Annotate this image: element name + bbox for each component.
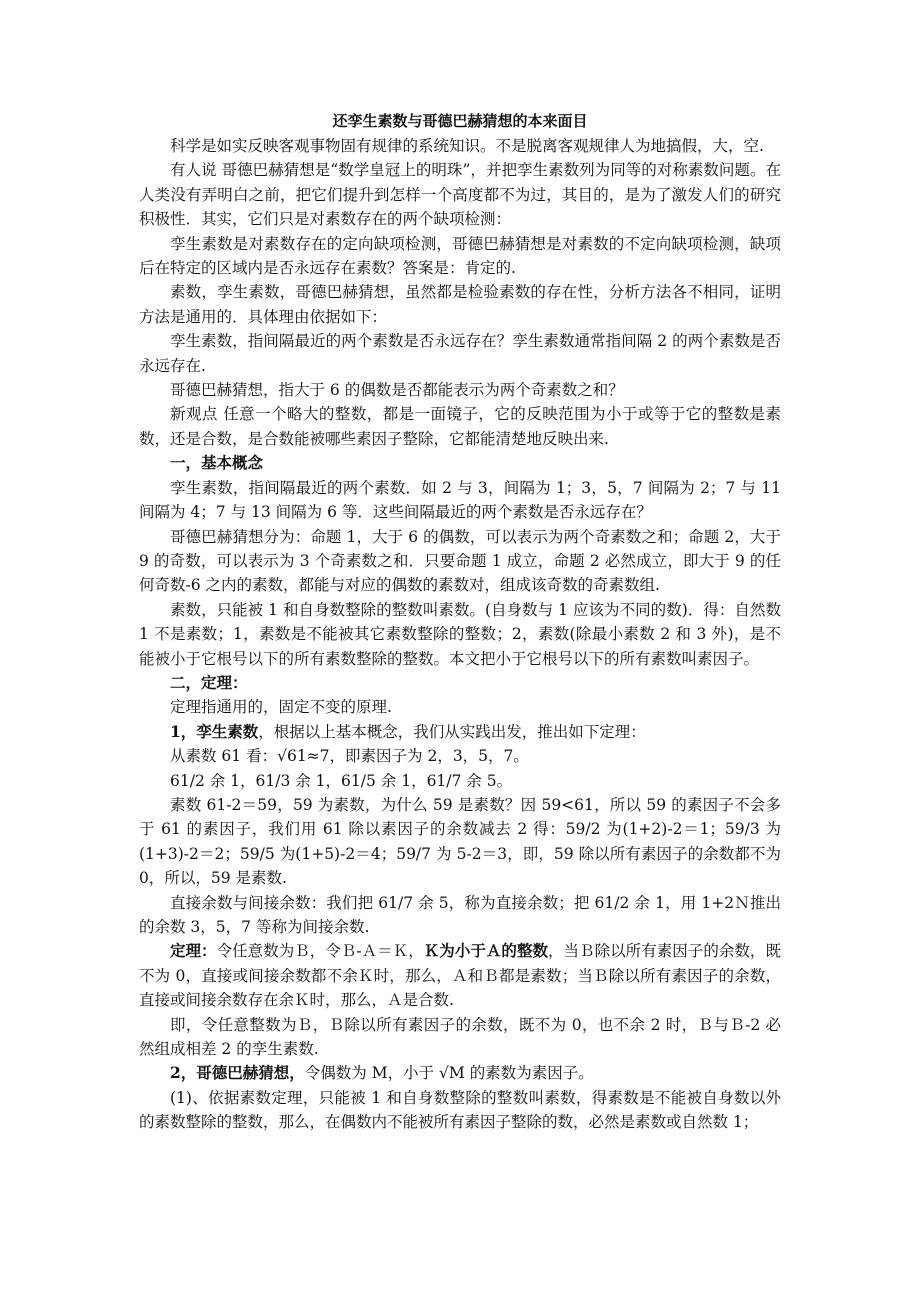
paragraph-intro: 有人说 哥德巴赫猜想是“数学皇冠上的明珠”，并把孪生素数列为同等的对称素数问题。在人类没有弄明白之前，把它们提升到怎样一个高度都不为过，其目的，是为了激发人们的研究积极性．其实，它们只是对素数存在的两个缺项检测： (139, 161, 781, 229)
twin-prime-label: 1，孪生素数 (170, 721, 259, 741)
paragraph-goldbach-intro (139, 1061, 781, 1085)
document-page (139, 110, 781, 1135)
theorem-text-a: 令任意数为Ｂ，令Ｂ-Ａ＝Ｋ， (216, 942, 424, 961)
paragraph-direct-indirect-remainder: 直接余数与间接余数：我们把 61/7 余 5，称为直接余数；把 61/2 余 1，用 1+2Ｎ推出的余数 3，5，7 等称为间接余数. (139, 893, 781, 936)
paragraph-theorem-meaning: 定理指通用的，固定不变的原理. (170, 698, 392, 717)
document-title: 还孪生素数与哥德巴赫猜想的本来面目 (332, 112, 588, 130)
paragraph-prime-61: 从素数 61 看：√61≈7，即素因子为 2，3，5，7。 (170, 747, 529, 766)
section-heading-basic-concepts: 一，基本概念 (170, 453, 264, 473)
paragraph-answer: 孪生素数是对素数存在的定向缺项检测，哥德巴赫猜想是对素数的不定向缺项检测，缺项后在特定的区域内是否永远存在素数？答案是：肯定的. (139, 234, 781, 278)
theorem-text-c: ，当Ｂ除以所有素因子的余数，既不为 0，直接或间接余数都不余Ｋ时，那么，Ａ和Ｂ都是素数；当Ｂ除以所有素因子的余数，直接或间接余数存在余Ｋ时，那么，Ａ是合数. (139, 942, 781, 1010)
paragraph-theorem-statement (139, 939, 781, 1012)
paragraph-twin-prime-conclusion: 即，令任意整数为Ｂ，Ｂ除以所有素因子的余数，既不为 0，也不余 2 时，Ｂ与Ｂ-2 必然组成相差 2 的孪生素数. (139, 1015, 781, 1059)
section-heading-theorem: 二，定理： (170, 672, 248, 692)
twin-prime-intro-text: ，根据以上基本概念，我们从实践出发，推出如下定理： (258, 722, 646, 741)
paragraph-remainders-61: 61/2 余 1，61/3 余 1，61/5 余 1，61/7 余 5。 (170, 771, 513, 790)
paragraph-goldbach-question: 哥德巴赫猜想，指大于 6 的偶数是否都能表示为两个奇素数之和？ (170, 381, 624, 400)
paragraph-science-definition: 科学是如实反映客观事物固有规律的系统知识。不是脱离客观规律人为地搞假，大，空. (170, 137, 764, 155)
theorem-k-condition: Ｋ为小于Ａ的整数 (423, 941, 549, 961)
paragraph-prime-theorem-point-1: (1)、依据素数定理，只能被 1 和自身数整除的整数叫素数，得素数是不能被自身数以外的素数整除的整数，那么，在偶数内不能被所有素因子整除的数，必然是素数或自然数 1； (139, 1088, 781, 1132)
paragraph-twin-prime-definition: 孪生素数，指间隔最近的两个素数．如 2 与 3，间隔为 1；3，5，7 间隔为 2；7 与 11 间隔为 4；7 与 13 间隔为 6 等．这些间隔最近的两个素数是否永远存在？ (139, 478, 781, 522)
paragraph-goldbach-propositions: 哥德巴赫猜想分为：命题 1，大于 6 的偶数，可以表示为两个奇素数之和；命题 2，大于 9 的奇数，可以表示为 3 个奇素数之和．只要命题 1 成立，命题 2 必然成立，即大于 9 的任何奇数-6 之内的素数，都能与对应的偶数的素数对，组成该奇数的奇素数组. (139, 527, 781, 595)
paragraph-twin-prime-intro (139, 720, 781, 744)
paragraph-methods: 素数，孪生素数，哥德巴赫猜想，虽然都是检验素数的存在性，分析方法各不相同，证明方法是通用的．具体理由依据如下： (139, 283, 781, 326)
paragraph-prime-59-proof: 素数 61-2＝59，59 为素数，为什么 59 是素数？因 59<61，所以 59 的素因子不会多于 61 的素因子，我们用 61 除以素因子的余数减去 2 得：59/2 为(1+2)-2＝1；59/3 为(1+3)-2＝2；59/5 为(1+5)-2＝4；59/7 为 5-2＝3，即，59 除以所有素因子的余数都不为 0，所以，59 是素数. (139, 795, 781, 888)
paragraph-twin-prime-question: 孪生素数，指间隔最近的两个素数是否永远存在？孪生素数通常指间隔 2 的两个素数是否永远存在. (139, 332, 781, 375)
goldbach-label: 2，哥德巴赫猜想， (170, 1063, 305, 1083)
goldbach-intro-text: 令偶数为 M，小于 √M 的素数为素因子。 (304, 1064, 594, 1083)
theorem-label: 定理： (170, 941, 217, 961)
paragraph-prime-definition: 素数，只能被 1 和自身数整除的整数叫素数。(自身数与 1 应该为不同的数)．得：自然数 1 不是素数；1，素数是不能被其它素数整除的整数；2，素数(除最小素数 2 和 3 外)，是不能被小于它根号以下的所有素数整除的整数。本文把小于它根号以下的所有素数叫素因子。 (139, 600, 781, 668)
paragraph-new-view: 新观点 任意一个略大的整数，都是一面镜子，它的反映范围为小于或等于它的整数是素数，还是合数，是合数能被哪些素因子整除，它都能清楚地反映出来. (139, 405, 781, 448)
